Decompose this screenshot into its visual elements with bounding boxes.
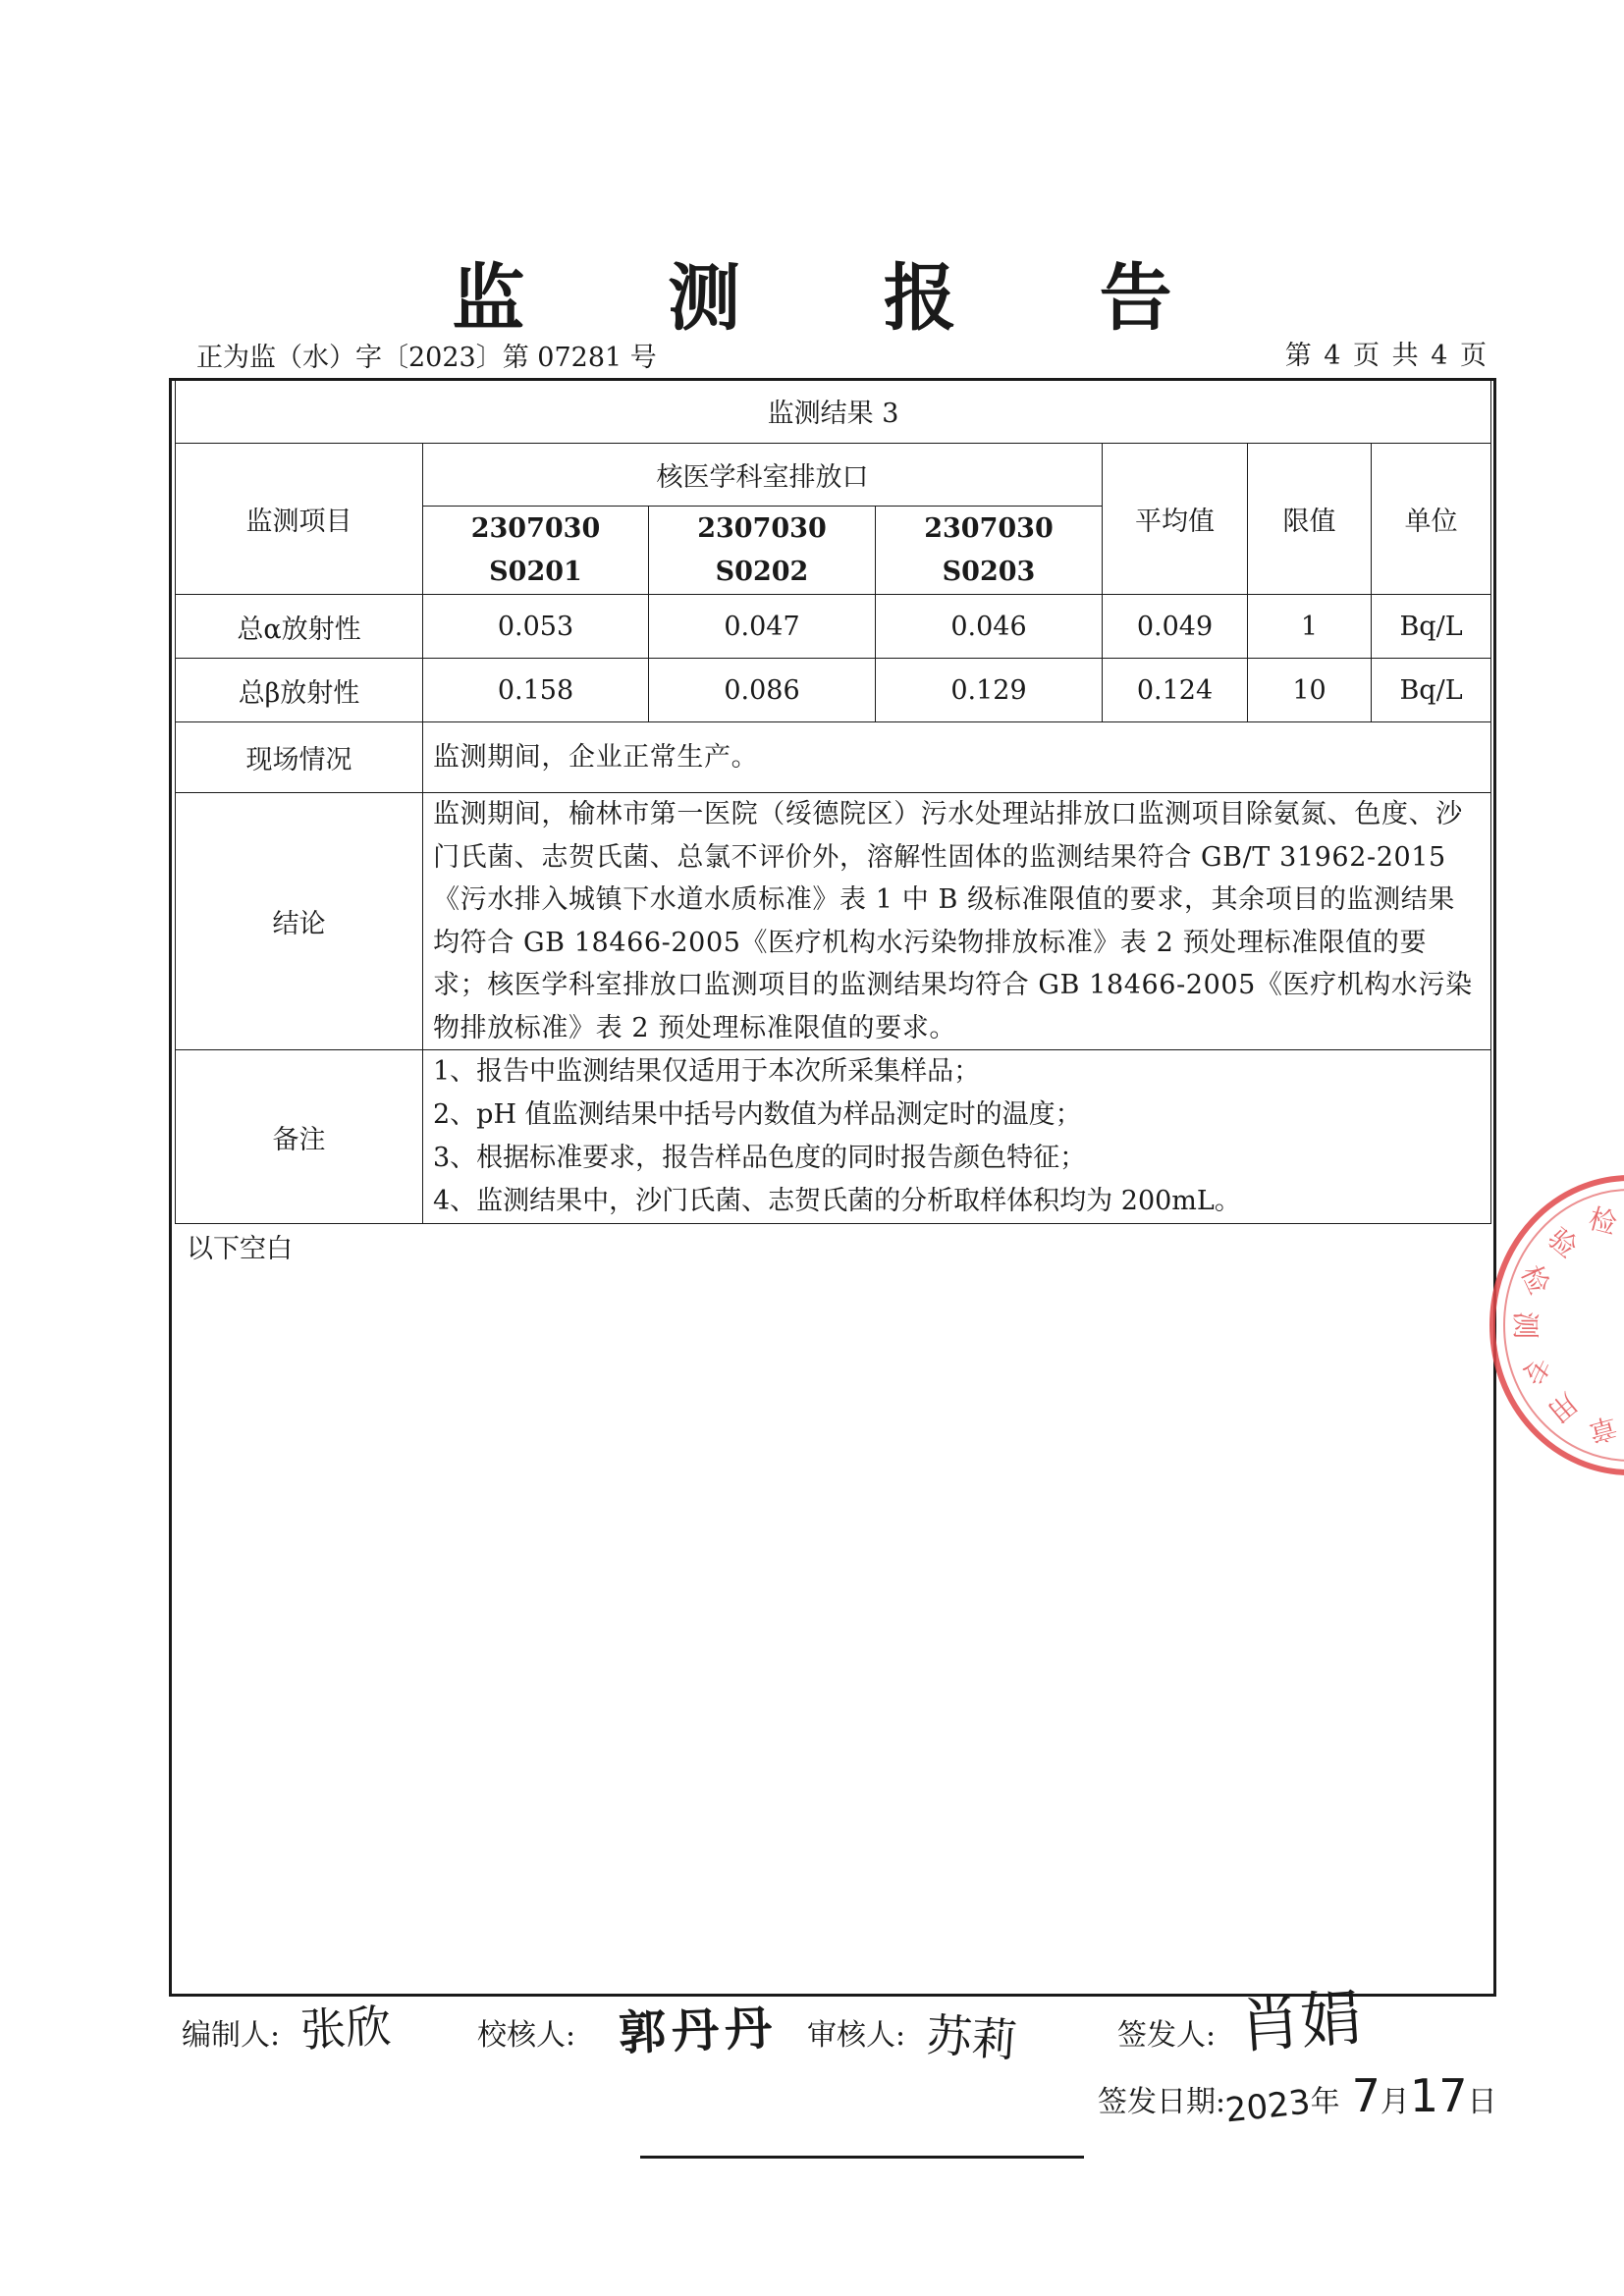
sample-id-2-line2: S0202	[715, 556, 809, 587]
sample-id-3-line1: 2307030	[924, 512, 1054, 544]
row-average: 0.124	[1103, 659, 1248, 722]
header-average: 平均值	[1103, 444, 1248, 595]
checked-by-signature: 郭丹丹	[618, 2001, 780, 2061]
sample-id-1-line1: 2307030	[470, 512, 601, 544]
row-value: 0.158	[423, 659, 649, 722]
row-value: 0.086	[649, 659, 876, 722]
reviewed-by-label: 审核人:	[807, 2018, 906, 2053]
conclusion-label: 结论	[176, 793, 423, 1050]
issue-date-month: 7	[1351, 2069, 1380, 2122]
blank-below-note: 以下空白	[187, 1234, 293, 1264]
row-average: 0.049	[1103, 595, 1248, 659]
results-table	[175, 378, 1491, 1224]
note-item: 3、根据标准要求，报告样品色度的同时报告颜色特征；	[433, 1143, 1087, 1173]
sample-id-1-line2: S0201	[489, 556, 582, 587]
notes-row	[176, 1050, 1491, 1224]
header-row-1	[176, 444, 1491, 507]
site-text: 监测期间，企业正常生产。	[423, 722, 1491, 793]
note-item: 2、pH 值监测结果中括号内数值为样品测定时的温度；	[433, 1099, 1082, 1130]
prepared-by-signature: 张欣	[298, 1999, 393, 2057]
reviewed-by-signature: 苏莉	[925, 2007, 1019, 2068]
row-value: 0.129	[876, 659, 1103, 722]
issue-date-day: 17	[1409, 2069, 1468, 2122]
row-item: 总β放射性	[176, 659, 423, 722]
document-number: 正为监（水）字〔2023〕第 07281 号	[196, 343, 657, 373]
issued-by-signature: 肖娟	[1236, 1981, 1364, 2062]
sample-id-3-line2: S0203	[942, 556, 1036, 587]
table-row	[176, 595, 1491, 659]
issued-by-label: 签发人:	[1117, 2018, 1217, 2053]
issue-date-label: 签发日期:	[1098, 2085, 1226, 2119]
stamp-character: 专	[1514, 1351, 1556, 1390]
row-unit: Bq/L	[1372, 595, 1491, 659]
stamp-character: 检	[1514, 1260, 1556, 1300]
sample-id-2	[649, 507, 876, 595]
row-unit: Bq/L	[1372, 659, 1491, 722]
row-limit: 1	[1248, 595, 1372, 659]
seal-stamp-icon	[1483, 1168, 1624, 1482]
note-item: 4、监测结果中，沙门氏菌、志贺氏菌的分析取样体积均为 200mL。	[433, 1186, 1241, 1216]
sample-id-1	[423, 507, 649, 595]
section-row	[176, 379, 1491, 444]
header-limit: 限值	[1248, 444, 1372, 595]
conclusion-row	[176, 793, 1491, 1050]
issue-date-month-char: 月	[1380, 2085, 1410, 2119]
issue-date-day-char: 日	[1467, 2085, 1497, 2119]
issue-date	[1098, 2069, 1497, 2131]
bottom-rule	[640, 2156, 1084, 2159]
stamp-character: 用	[1542, 1386, 1584, 1429]
site-label: 现场情况	[176, 722, 423, 793]
conclusion-text: 监测期间，榆林市第一医院（绥德院区）污水处理站排放口监测项目除氨氮、色度、沙门氏菌、志贺氏菌、总氯不评价外，溶解性固体的监测结果符合 GB/T 31962-2015《污水排入城镇下水道水质标准》表 1 中 B 级标准限值的要求，其余项目的监测结果均符合 GB 18466-2005《医疗机构水污染物排放标准》表 2 预处理标准限值的要求；核医学科室排放口监测项目的监测结果均符合 GB 18466-2005《医疗机构水污染物排放标准》表 2 预处理标准限值的要求。	[423, 793, 1491, 1050]
stamp-character: 测	[1509, 1310, 1542, 1340]
stamp-character: 验	[1542, 1221, 1584, 1264]
sample-id-2-line1: 2307030	[697, 512, 827, 544]
stamp-character: 章	[1585, 1410, 1621, 1449]
page-indicator: 第 4 页 共 4 页	[1284, 341, 1489, 371]
section-title: 监测结果 3	[176, 379, 1491, 444]
stamp-character: 检	[1585, 1201, 1621, 1241]
header-item: 监测项目	[176, 444, 423, 595]
prepared-by-label: 编制人:	[182, 2018, 281, 2053]
note-item: 1、报告中监测结果仅适用于本次所采集样品；	[433, 1056, 981, 1087]
row-value: 0.047	[649, 595, 876, 659]
checked-by-label: 校核人:	[477, 2018, 576, 2053]
report-title: 监 测 报 告	[452, 256, 1231, 341]
table-row	[176, 659, 1491, 722]
issue-date-year-char: 年	[1310, 2085, 1340, 2119]
header-unit: 单位	[1372, 444, 1491, 595]
header-group: 核医学科室排放口	[423, 444, 1103, 507]
notes-label: 备注	[176, 1050, 423, 1224]
row-value: 0.046	[876, 595, 1103, 659]
row-value: 0.053	[423, 595, 649, 659]
sample-id-3	[876, 507, 1103, 595]
issue-date-year: 2023	[1223, 2082, 1313, 2131]
site-row	[176, 722, 1491, 793]
row-limit: 10	[1248, 659, 1372, 722]
row-item: 总α放射性	[176, 595, 423, 659]
notes-cell	[423, 1050, 1491, 1224]
